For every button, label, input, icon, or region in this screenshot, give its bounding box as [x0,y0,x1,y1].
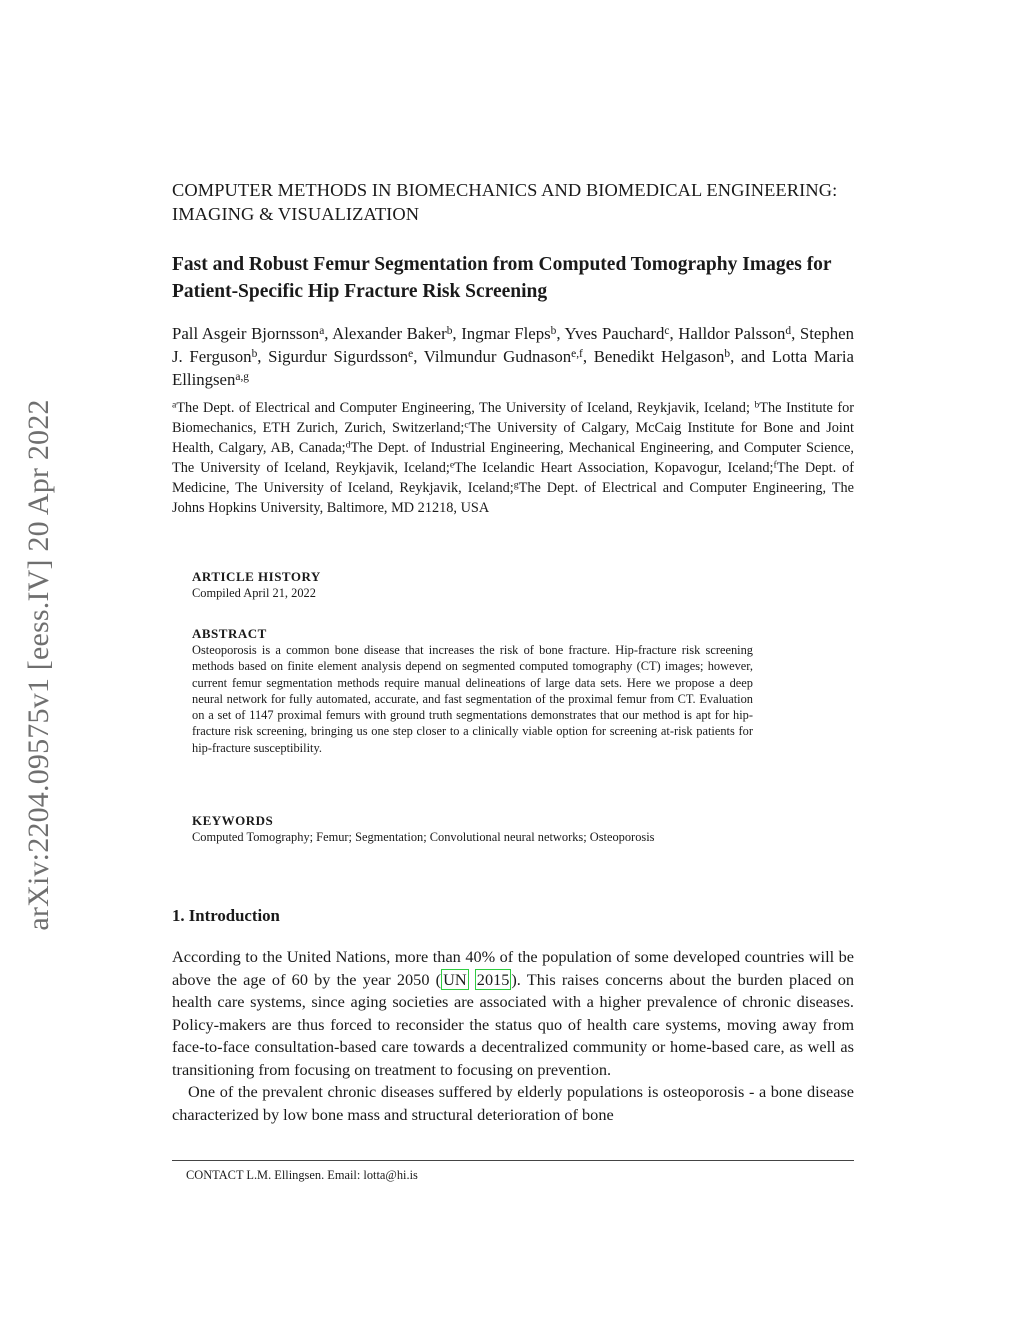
affiliation: $^d$The Dept. of Industrial Engineering, Mechanical Engineering, and Computer Science, The University of Iceland, Reykjavik, Iceland; [172,439,855,476]
author: Benedikt Helgason$^b$, and [593,347,772,366]
author: Sigurdur Sigurdsson$^e$, [268,347,424,366]
author: Alexander Baker$^b$, [332,324,462,343]
abstract-text: Osteoporosis is a common bone disease that increases the risk of bone fracture. Hip-fracture risk screening methods based on finite element analysis depend on segmented computed tomography (CT) images; however, current femur segmentation methods require manual delineations of large data sets. Here we propose a deep neural network for fully automated, accurate, and fast segmentation of the proximal femur from CT. Evaluation on a set of 1147 proximal femurs with ground truth segmentations demonstrates that our method is apt for hip-fracture risk screening, bringing us one step closer to a clinically viable option for screening at-risk patients for hip-fracture susceptibility. [192,643,753,755]
arxiv-identifier: arXiv:2204.09575v1 [eess.IV] 20 Apr 2022 [22,399,55,931]
article-history-text: Compiled April 21, 2022 [192,586,316,600]
abstract [192,625,753,756]
author: Lotta Maria Ellingsen$^{a,g}$ [172,347,854,389]
article-history-heading: ARTICLE HISTORY [192,569,321,584]
paragraph: According to the United Nations, more than 40% of the population of some developed countries will be above the age of 60 by the year 2050 ( UN 2015 ). This raises concerns about the burden placed on health care systems, since aging societies are associated with a higher prevalence of chronic diseases. Policy-makers are thus forced to reconsider the status quo of health care systems, moving away from face-to-face consultation-based care towards a decentralized community or home-based care, as well as transitioning from focusing on treatment to focusing on prevention. [172,947,854,1079]
author-list [172,322,854,391]
affiliation: $^a$The Dept. of Electrical and Computer Engineering, The University of Iceland, Reykjavik, Iceland; [172,399,755,416]
abstract-heading: ABSTRACT [192,626,267,641]
affiliation: $^f$The Dept. of Medicine, The University of Iceland, Reykjavik, Iceland; [172,459,854,496]
author: Yves Pauchard$^c$, [564,324,679,343]
footnote-rule [172,1160,854,1161]
article-history [192,568,753,601]
paragraph: One of the prevalent chronic diseases suffered by elderly populations is osteoporosis - a bone disease characterized by low bone mass and structural deterioration of bone [172,1082,854,1124]
author: Pall Asgeir Bjornsson$^a$, [172,324,333,343]
paper-title: Fast and Robust Femur Segmentation from Computed Tomography Images for Patient-Specific Hip Fracture Risk Screening [172,254,832,302]
contact-footnote: CONTACT L.M. Ellingsen. Email: lotta@hi.is [186,1168,418,1182]
keywords [192,812,753,845]
author: Vilmundur Gudnason$^{e,f}$, [423,347,594,366]
author: Ingmar Fleps$^b$, [461,324,565,343]
citation-link[interactable]: UN [443,969,467,989]
journal-name: COMPUTER METHODS IN BIOMECHANICS AND BIOMEDICAL ENGINEERING: IMAGING & VISUALIZATION [172,180,838,224]
introduction-body [172,946,854,1126]
author: Stephen J. Ferguson$^b$, [172,324,854,366]
keywords-heading: KEYWORDS [192,813,274,828]
author: Halldor Palsson$^d$, [678,324,800,343]
affiliation: $^g$The Dept. of Electrical and Computer Engineering, The Johns Hopkins University, Baltimore, MD 21218, USA [172,479,854,516]
affiliation: $^e$The Icelandic Heart Association, Kopavogur, Iceland; [449,459,774,476]
section-heading: 1. Introduction [172,906,280,925]
citation-year-link[interactable]: 2015 [476,969,510,989]
arxiv-sidebar [15,345,63,985]
affiliation: $^c$The University of Calgary, McCaig Institute for Bone and Joint Health, Calgary, AB, Canada; [172,419,855,456]
affiliation: $^b$The Institute for Biomechanics, ETH Zurich, Zurich, Switzerland; [172,399,854,436]
affiliations [172,398,854,518]
keywords-text: Computed Tomography; Femur; Segmentation; Convolutional neural networks; Osteoporosis [192,830,655,844]
